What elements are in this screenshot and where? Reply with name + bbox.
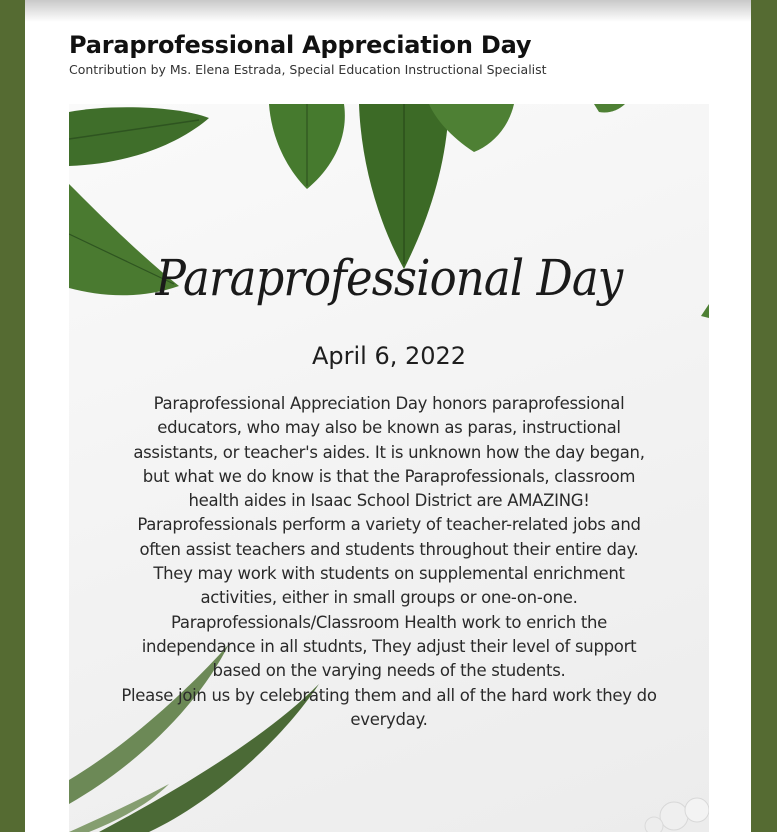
flyer-script-title: Paraprofessional Day — [155, 249, 623, 307]
flyer-body — [119, 392, 659, 732]
flyer-image — [69, 104, 709, 832]
article-byline: Contribution by Ms. Elena Estrada, Special Education Instructional Specialist — [69, 62, 547, 77]
article-title: Paraprofessional Appreciation Day — [69, 31, 532, 59]
top-shadow — [25, 0, 751, 22]
flyer-date: April 6, 2022 — [311, 342, 467, 370]
flyer-closing: Please join us by celebrating them and all of the hard work they do everyday. — [121, 685, 657, 729]
flyer-paragraph: Paraprofessional Appreciation Day honors paraprofessional educators, who may also be known as paras, instructional assistants, or teacher's aides. It is unknown how the day began, but what we do know is that the Paraprofessionals, classroom health aides in Isaac School District are AMAZING! Paraprofessionals perform a variety of teacher-related jobs and often assist teachers and students throughout their entire day. They may work with students on supplemental enrichment activities, either in small groups or one-on-one. Paraprofessionals/Classroom Health work to enrich the independance in all studnts, They adjust their level of support based on the varying needs of the students. — [133, 394, 645, 681]
article-page — [25, 0, 751, 832]
